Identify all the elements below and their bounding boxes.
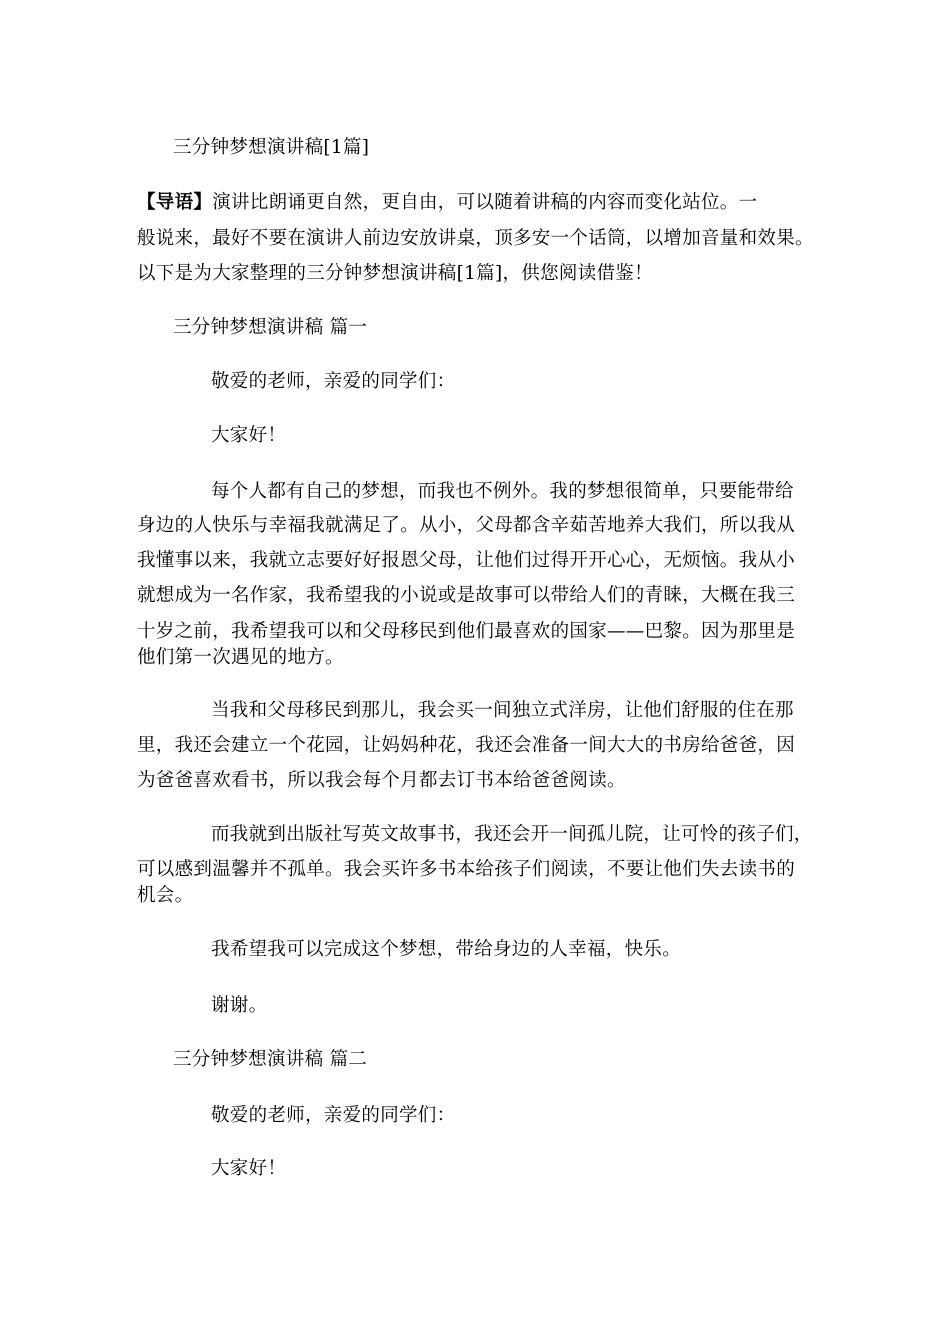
paragraph-2-line-1: 当我和父母移民到那儿，我会买一间独立式洋房，让他们舒服的住在那 [211, 700, 794, 721]
intro-line-2: 般说来，最好不要在演讲人前边安放讲桌，顶多安一个话筒，以增加音量和效果。 [137, 228, 814, 249]
section-1-heading: 三分钟梦想演讲稿 篇一 [173, 317, 368, 338]
section-1-greeting: 大家好！ [211, 425, 287, 446]
section-2-heading: 三分钟梦想演讲稿 篇二 [173, 1049, 368, 1070]
paragraph-3-line-1: 而我就到出版社写英文故事书，我还会开一间孤儿院，让可怜的孩子们， [211, 824, 813, 845]
paragraph-1-line-6: 他们第一次遇见的地方。 [137, 647, 344, 668]
intro-text-1: 演讲比朗诵更自然，更自由，可以随着讲稿的内容而变化站位。一 [212, 192, 758, 213]
intro-line-1 [137, 190, 757, 216]
paragraph-2-line-3: 为爸爸喜欢看书，所以我会每个月都去订书本给爸爸阅读。 [137, 770, 626, 791]
section-2-salutation: 敬爱的老师，亲爱的同学们： [211, 1105, 456, 1126]
paragraph-1-line-2: 身边的人快乐与幸福我就满足了。从小，父母都含辛茹苦地养大我们，所以我从 [137, 515, 796, 536]
document-title: 三分钟梦想演讲稿[1篇] [173, 137, 370, 158]
section-1-salutation: 敬爱的老师，亲爱的同学们： [211, 371, 456, 392]
paragraph-2-line-2: 里，我还会建立一个花园，让妈妈种花，我还会准备一间大大的书房给爸爸，因 [137, 735, 796, 756]
intro-line-3: 以下是为大家整理的三分钟梦想演讲稿[1篇]，供您阅读借鉴！ [137, 263, 653, 284]
paragraph-1-line-4: 就想成为一名作家，我希望我的小说或是故事可以带给人们的青睐，大概在我三 [137, 585, 796, 606]
paragraph-3-line-3: 机会。 [137, 885, 194, 906]
paragraph-1-line-1: 每个人都有自己的梦想，而我也不例外。我的梦想很简单，只要能带给 [211, 481, 794, 502]
section-2-greeting: 大家好！ [211, 1158, 287, 1179]
paragraph-1-line-5: 十岁之前，我希望我可以和父母移民到他们最喜欢的国家——巴黎。因为那里是 [137, 621, 796, 642]
paragraph-1-line-3: 我懂事以来，我就立志要好好报恩父母，让他们过得开开心心，无烦恼。我从小 [137, 550, 796, 571]
paragraph-4: 我希望我可以完成这个梦想，带给身边的人幸福，快乐。 [211, 939, 682, 960]
paragraph-3-line-2: 可以感到温馨并不孤单。我会买许多书本给孩子们阅读，不要让他们失去读书的 [137, 859, 796, 880]
intro-label: 【导语】 [137, 192, 213, 213]
section-1-closing: 谢谢。 [211, 995, 268, 1016]
